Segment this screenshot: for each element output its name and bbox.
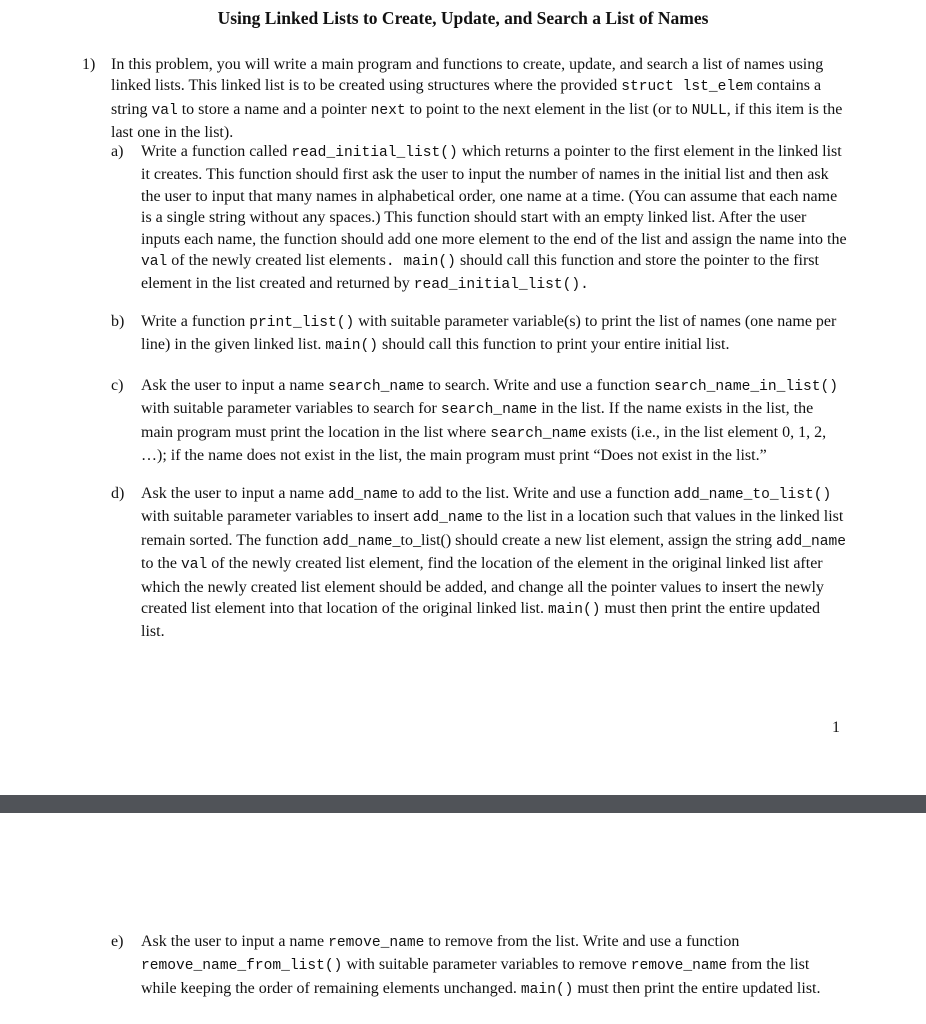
page-separator [0, 795, 926, 813]
part-c-label: c) [111, 377, 124, 394]
page-number: 1 [832, 719, 840, 736]
part-c-text: Ask the user to input a name search_name to search. Write and use a function search_name_in_list() with suitable parameter variables to search for search_name in the list. If the name exists in the list, the main program must print the location in the list where search_name exists (i.e., in the list element 0, 1, 2, …); if the name does not exist in the list, the main program must print “Does not exist in the list.” [141, 377, 838, 465]
inline-code: val [151, 102, 178, 119]
problem-number: 1) [82, 56, 96, 73]
inline-code: add_name [328, 487, 399, 503]
inline-code: val [141, 254, 168, 271]
part-d-text: Ask the user to input a name add_name to add to the list. Write and use a function add_name_to_list() with suitable parameter variables to insert add_name to the list in a location such that values in the linked list remain sorted. The function add_name_to_list() should create a new list element, assign the string add_name to the val of the newly created list element, find the location of the element in the original linked list after which the newly created list element should be added, and change all the pointer values to insert the newly created list element into that location of the original linked list. main() must then print the entire updated list. [141, 485, 847, 641]
part-e-text: Ask the user to input a name remove_name to remove from the list. Write and use a function remove_name_from_list() with suitable parameter variables to remove remove_name from the list while keeping the order of remaining elements unchanged. main() must then print the entire updated list. [141, 933, 821, 998]
inline-code: remove_name [630, 958, 728, 975]
inline-code: main() [325, 338, 378, 355]
problem-intro: In this problem, you will write a main program and functions to create, update, and search a list of names using linked lists. This linked list is to be created using structures where the provided struct lst_elem contains a string val to store a name and a pointer next to point to the next element in the list (or to NULL, if this item is the last one in the list). [111, 56, 843, 142]
inline-code: search_name [440, 402, 538, 419]
inline-code: read_initial_list(). [413, 277, 589, 294]
inline-code: struct lst_elem [621, 79, 753, 96]
inline-code: add_name [412, 510, 483, 527]
part-b-text: Write a function print_list() with suitable parameter variable(s) to print the list of names (one name per line) in the given linked list. main() should call this function to print your entire initial list. [141, 313, 837, 355]
document-page-2 [0, 813, 926, 1024]
inline-code: add_name_to_list() [673, 487, 832, 503]
inline-code: add_name [322, 533, 393, 550]
inline-code: print_list() [249, 315, 355, 331]
inline-code: search_name [328, 379, 425, 395]
inline-code: read_initial_list() [291, 145, 458, 161]
inline-code: search_name_in_list() [654, 379, 838, 395]
part-a-label: a) [111, 143, 124, 160]
part-a-text: Write a function called read_initial_list() which returns a pointer to the first element in the linked list it creates. This function should first ask the user to input the number of names in the initial list and then ask the user to input that many names in alphabetical order, one name at a time. (You can assume that each name is a single string without any spaces.) This function should start with an empty linked list. After the user inputs each name, the function should add one more element to the end of the list and assign the name into the val of the newly created list elements. main() should call this function and store the pointer to the first element in the list created and returned by read_initial_list(). [141, 143, 847, 294]
part-d-label: d) [111, 485, 125, 502]
inline-code: main() [520, 981, 574, 998]
inline-code: NULL [691, 102, 727, 119]
part-e-label: e) [111, 933, 124, 950]
inline-code: val [181, 557, 208, 574]
inline-code: remove_name_from_list() [141, 958, 343, 975]
document-title: Using Linked Lists to Create, Update, and Search a List of Names [217, 8, 709, 28]
inline-code: search_name [490, 425, 587, 442]
inline-code: remove_name [328, 935, 425, 951]
inline-code: next [370, 102, 406, 119]
part-b-label: b) [111, 313, 125, 330]
inline-code: add_name [775, 533, 847, 550]
inline-code: . main() [385, 254, 456, 271]
inline-code: main() [548, 602, 601, 619]
